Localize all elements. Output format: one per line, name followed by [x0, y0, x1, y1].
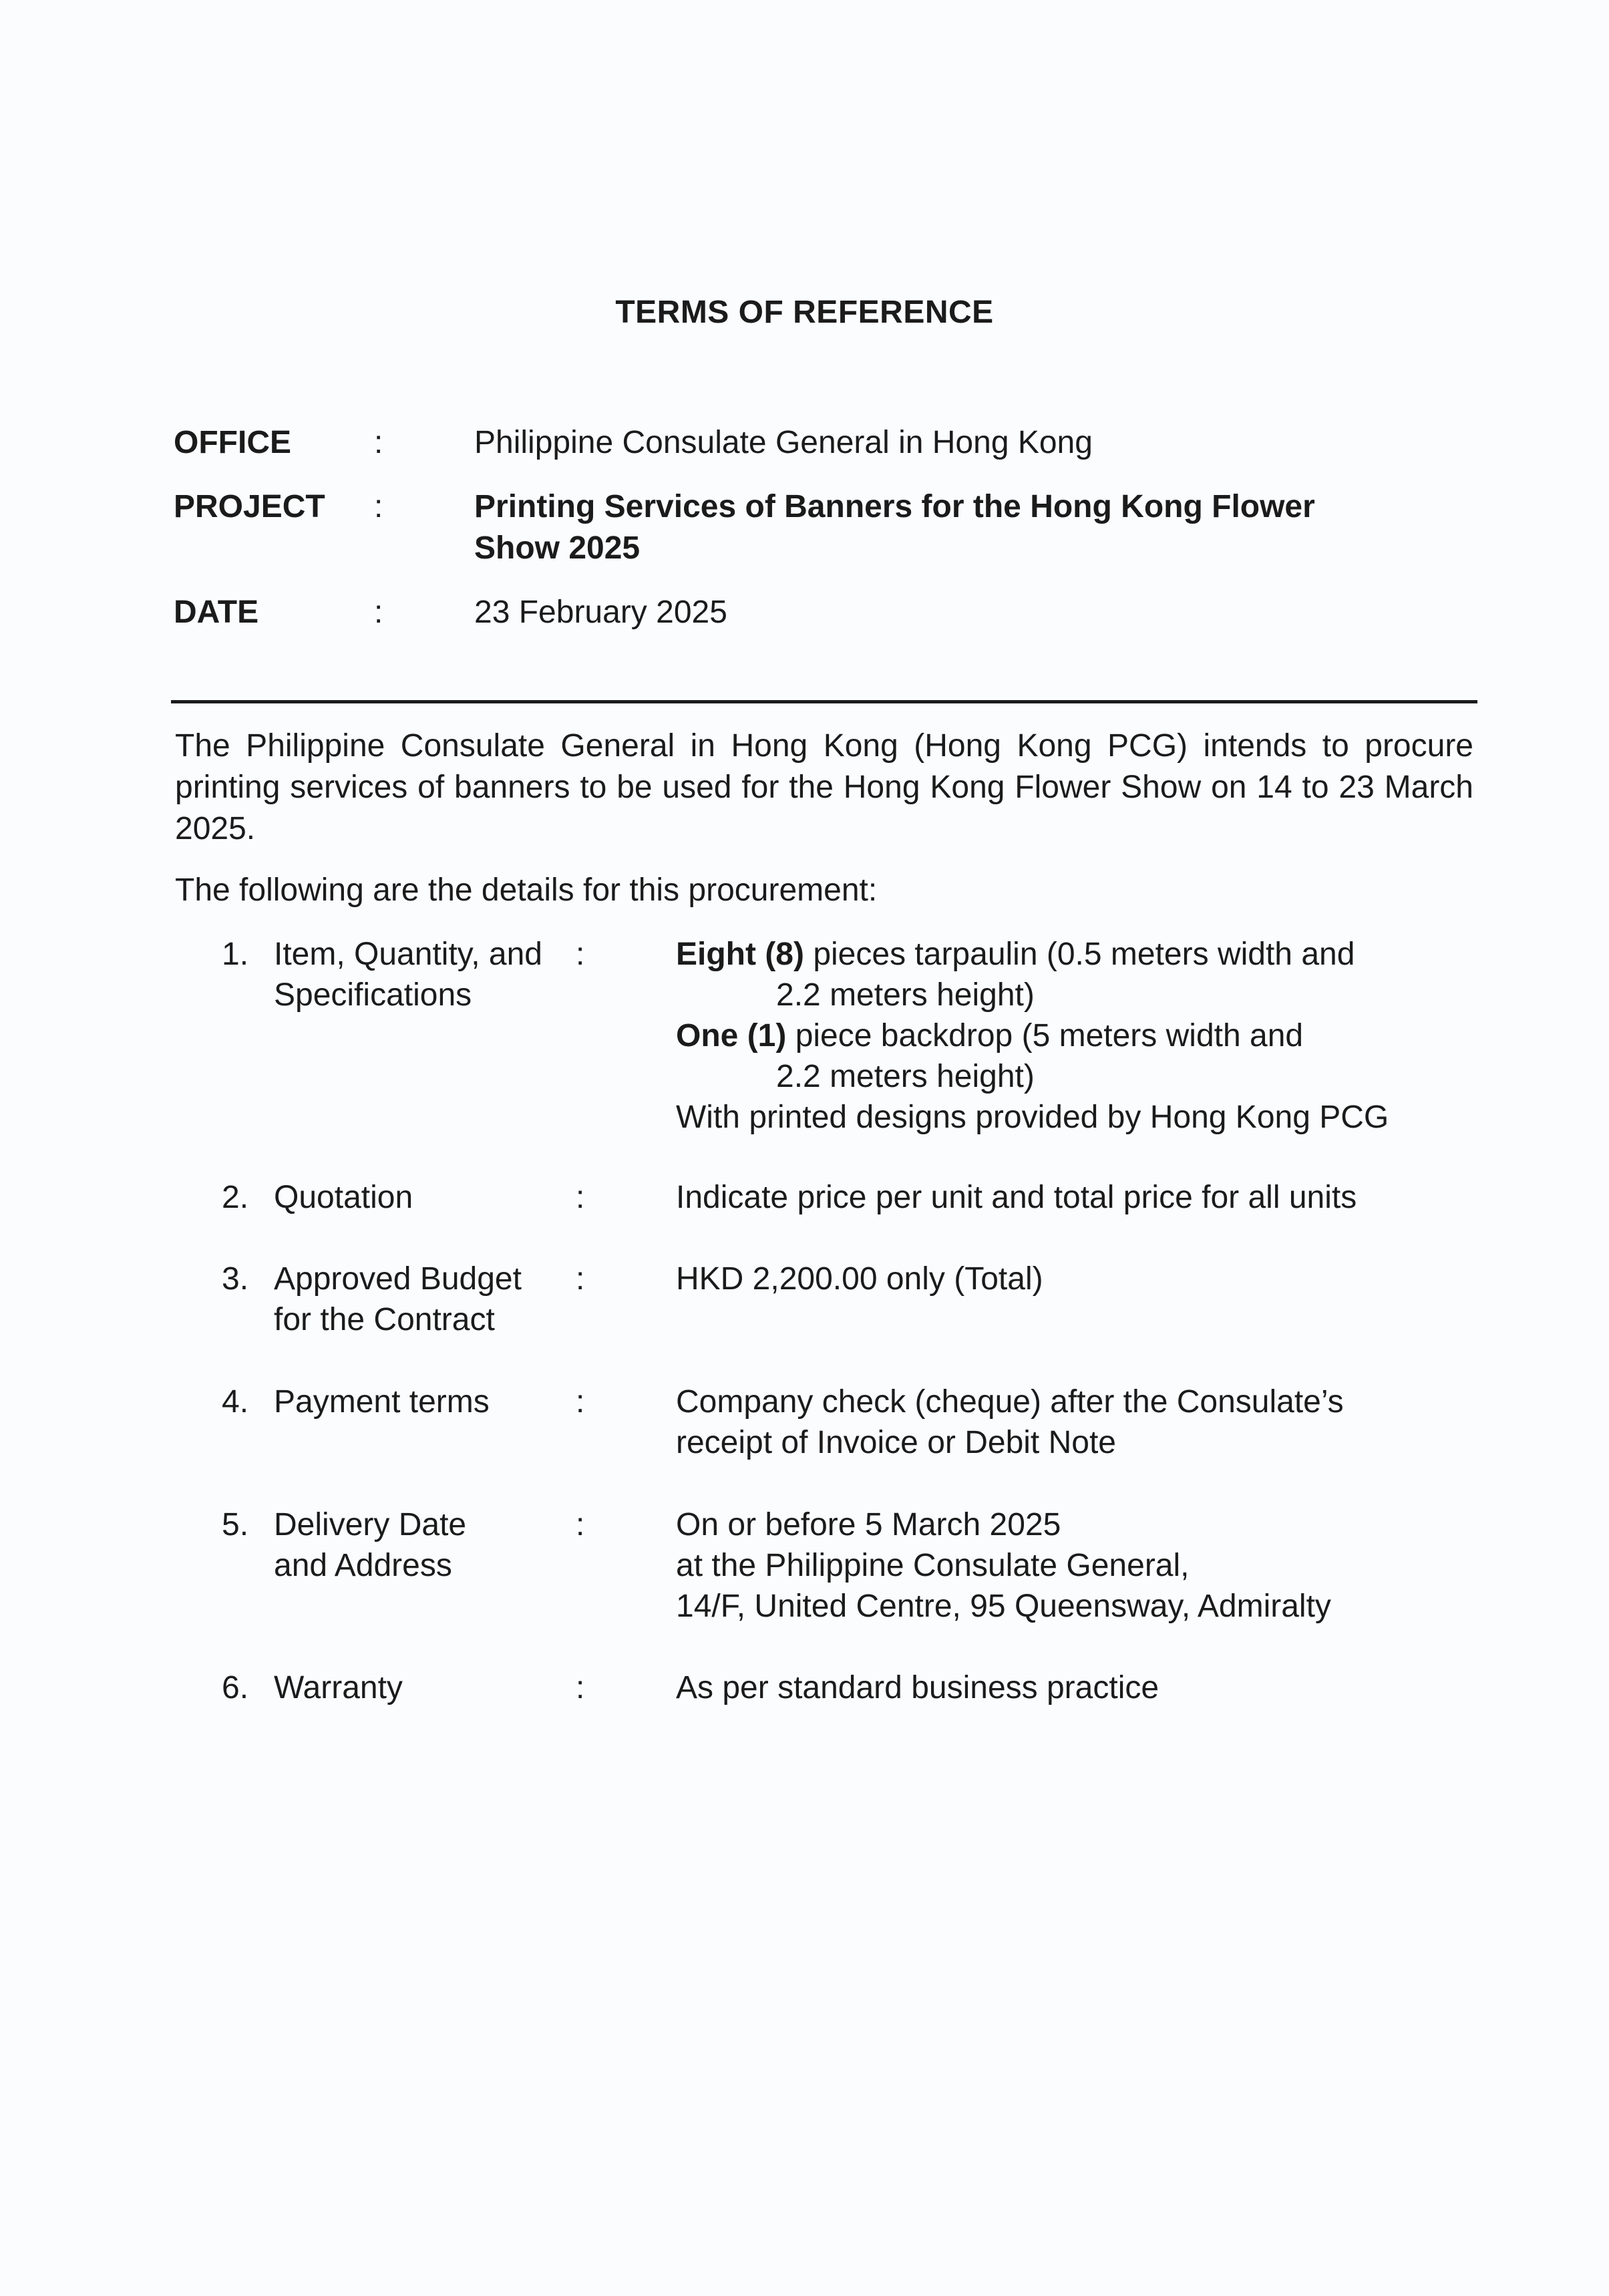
item-label: Delivery Date and Address: [274, 1507, 467, 1583]
office-value: Philippine Consulate General in Hong Kong: [474, 425, 1093, 460]
date-value: 23 February 2025: [474, 595, 727, 630]
project-label: PROJECT: [174, 489, 325, 524]
item-value: [676, 934, 1504, 1138]
page-title: TERMS OF REFERENCE: [615, 295, 994, 330]
date-label: DATE: [174, 595, 259, 630]
item-label: Warranty: [274, 1670, 403, 1705]
office-label: OFFICE: [174, 425, 291, 460]
item-colon: :: [576, 1261, 585, 1297]
header-divider: [171, 700, 1477, 703]
project-colon: :: [374, 489, 383, 524]
tarpaulin-line: [676, 934, 1504, 975]
backdrop-spec-continued: 2.2 meters height): [776, 1059, 1035, 1094]
delivery-address-line-1: at the Philippine Consulate General,: [676, 1548, 1190, 1583]
intro-paragraph: The Philippine Consulate General in Hong Kong (Hong Kong PCG) intends to procure printing services of banners to be used for the Hong Kong Flower Show on 14 to 23 March 2025.: [175, 728, 1473, 846]
item-value: [676, 1504, 1504, 1627]
item-colon: :: [576, 937, 585, 972]
item-value: HKD 2,200.00 only (Total): [676, 1261, 1043, 1297]
item-number: 4.: [222, 1384, 249, 1420]
item-label: Payment terms: [274, 1384, 490, 1420]
item-label: Approved Budget for the Contract: [274, 1261, 522, 1337]
item-value: Indicate price per unit and total price for all units: [676, 1180, 1357, 1215]
delivery-address-line-2: 14/F, United Centre, 95 Queensway, Admiralty: [676, 1589, 1331, 1624]
tarpaulin-spec-continued: 2.2 meters height): [776, 977, 1035, 1013]
item-colon: :: [576, 1180, 585, 1215]
backdrop-line: [676, 1015, 1504, 1056]
item-label: Item, Quantity, and Specifications: [274, 937, 542, 1013]
item-number: 1.: [222, 937, 249, 972]
item-number: 5.: [222, 1507, 249, 1542]
project-value: Printing Services of Banners for the Hong Kong Flower Show 2025: [474, 489, 1315, 566]
tarpaulin-quantity: Eight (8): [676, 937, 804, 972]
item-number: 6.: [222, 1670, 249, 1705]
item-colon: :: [576, 1670, 585, 1705]
tarpaulin-spec: pieces tarpaulin (0.5 meters width and: [803, 937, 1355, 972]
item-colon: :: [576, 1507, 585, 1542]
item-number: 2.: [222, 1180, 249, 1215]
designs-line: With printed designs provided by Hong Kong PCG: [676, 1100, 1389, 1135]
item-value: Company check (cheque) after the Consulate’s receipt of Invoice or Debit Note: [676, 1384, 1344, 1460]
item-label: Quotation: [274, 1180, 413, 1215]
office-colon: :: [374, 425, 383, 460]
delivery-date-line: On or before 5 March 2025: [676, 1507, 1061, 1542]
item-colon: :: [576, 1384, 585, 1420]
backdrop-quantity: One (1): [676, 1018, 787, 1053]
item-number: 3.: [222, 1261, 249, 1297]
item-value: As per standard business practice: [676, 1670, 1159, 1705]
backdrop-spec: piece backdrop (5 meters width and: [786, 1018, 1304, 1053]
details-lead-paragraph: The following are the details for this procurement:: [175, 872, 878, 908]
date-colon: :: [374, 595, 383, 630]
